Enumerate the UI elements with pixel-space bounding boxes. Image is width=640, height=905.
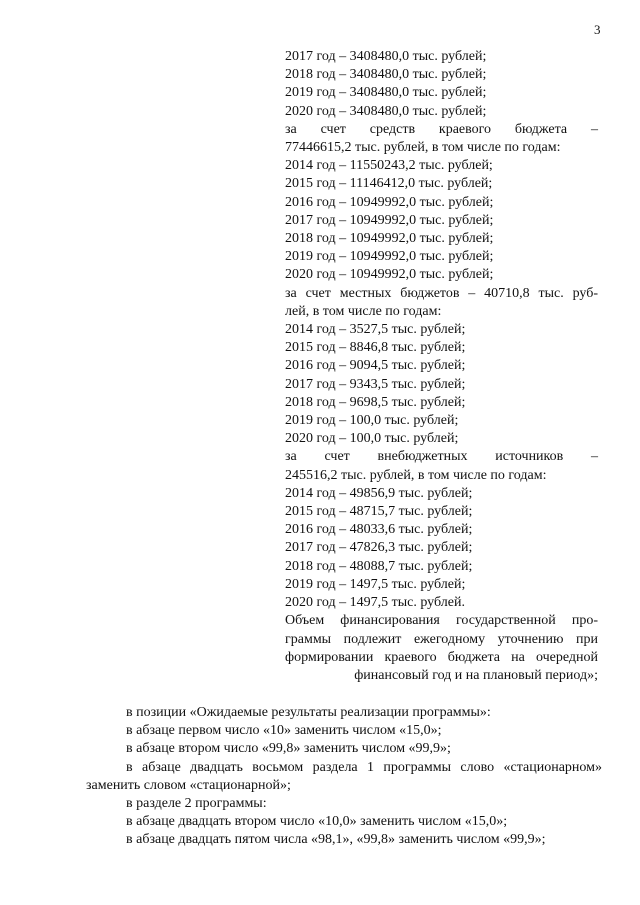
- local-year-line: 2018 год – 9698,5 тыс. рублей;: [285, 394, 466, 410]
- funding-line: 2020 год – 3408480,0 тыс. рублей;: [285, 103, 487, 119]
- header-word: –: [590, 121, 598, 137]
- extrabudgetary-year-line: 2014 год – 49856,9 тыс. рублей;: [285, 485, 473, 501]
- regional-budget-header: [285, 121, 598, 139]
- header-word: средств: [369, 121, 416, 137]
- closing-line-last: финансовый год и на плановый период»;: [354, 667, 598, 683]
- header-word: счет: [320, 121, 346, 137]
- extrabudgetary-year-line: 2017 год – 47826,3 тыс. рублей;: [285, 540, 473, 556]
- extrabudgetary-year-line: 2020 год – 1497,5 тыс. рублей.: [285, 595, 465, 611]
- extrabudgetary-year-line: 2018 год – 48088,7 тыс. рублей;: [285, 558, 473, 574]
- amendment-line: в абзаце первом число «10» заменить числом «15,0»;: [126, 723, 442, 739]
- amendment-line: в абзаце двадцать втором число «10,0» заменить числом «15,0»;: [126, 814, 508, 830]
- funding-line: 2019 год – 3408480,0 тыс. рублей;: [285, 85, 487, 101]
- regional-year-line: 2019 год – 10949992,0 тыс. рублей;: [285, 249, 494, 265]
- closing-line: Объем финансирования государственной про-: [285, 613, 598, 629]
- local-budget-header-cont: лей, в том числе по годам:: [285, 303, 442, 319]
- regional-year-line: 2020 год – 10949992,0 тыс. рублей;: [285, 267, 494, 283]
- amendment-line: в разделе 2 программы:: [126, 796, 267, 812]
- extrabudgetary-year-line: 2016 год – 48033,6 тыс. рублей;: [285, 522, 473, 538]
- local-year-line: 2015 год – 8846,8 тыс. рублей;: [285, 340, 466, 356]
- amendment-line-cont: заменить словом «стационарной»;: [86, 777, 291, 793]
- regional-budget-total: 77446615,2 тыс. рублей, в том числе по годам:: [285, 140, 561, 156]
- funding-line: 2018 год – 3408480,0 тыс. рублей;: [285, 67, 487, 83]
- extrabudgetary-year-line: 2019 год – 1497,5 тыс. рублей;: [285, 576, 466, 592]
- header-word: за: [285, 449, 297, 465]
- extrabudgetary-total: 245516,2 тыс. рублей, в том числе по годам:: [285, 467, 547, 483]
- amendment-line: в абзаце двадцать восьмом раздела 1 программы слово «стационарном»: [126, 759, 602, 775]
- local-year-line: 2016 год – 9094,5 тыс. рублей;: [285, 358, 466, 374]
- local-year-line: 2014 год – 3527,5 тыс. рублей;: [285, 322, 466, 338]
- local-budget-header: за счет местных бюджетов – 40710,8 тыс. руб-: [285, 285, 598, 301]
- amendments-section: [86, 704, 602, 850]
- extrabudgetary-header: [285, 448, 598, 466]
- amendment-line: в абзаце двадцать пятом числа «98,1», «99,8» заменить числом «99,9»;: [126, 832, 546, 848]
- regional-year-line: 2018 год – 10949992,0 тыс. рублей;: [285, 231, 494, 247]
- regional-year-line: 2015 год – 11146412,0 тыс. рублей;: [285, 176, 493, 192]
- header-word: –: [590, 449, 598, 465]
- regional-year-line: 2014 год – 11550243,2 тыс. рублей;: [285, 158, 493, 174]
- header-word: краевого: [438, 121, 492, 137]
- closing-line: формировании краевого бюджета на очередной: [285, 649, 598, 665]
- header-word: счет: [324, 449, 350, 465]
- amendment-line: в позиции «Ожидаемые результаты реализации программы»:: [126, 705, 491, 720]
- extrabudgetary-year-line: 2015 год – 48715,7 тыс. рублей;: [285, 504, 473, 520]
- local-year-line: 2017 год – 9343,5 тыс. рублей;: [285, 376, 466, 392]
- header-word: внебюджетных: [377, 449, 468, 465]
- regional-year-line: 2017 год – 10949992,0 тыс. рублей;: [285, 212, 494, 228]
- page-number: 3: [594, 22, 601, 37]
- local-year-line: 2019 год – 100,0 тыс. рублей;: [285, 413, 459, 429]
- funding-line: 2017 год – 3408480,0 тыс. рублей;: [285, 49, 487, 64]
- closing-line: граммы подлежит ежегодному уточнению при: [285, 631, 598, 647]
- local-year-line: 2020 год – 100,0 тыс. рублей;: [285, 431, 459, 447]
- header-word: бюджета: [514, 121, 568, 137]
- regional-year-line: 2016 год – 10949992,0 тыс. рублей;: [285, 194, 494, 210]
- header-word: за: [285, 121, 297, 137]
- funding-block: [285, 48, 598, 685]
- header-word: источников: [495, 449, 564, 465]
- amendment-line: в абзаце втором число «99,8» заменить числом «99,9»;: [126, 741, 451, 757]
